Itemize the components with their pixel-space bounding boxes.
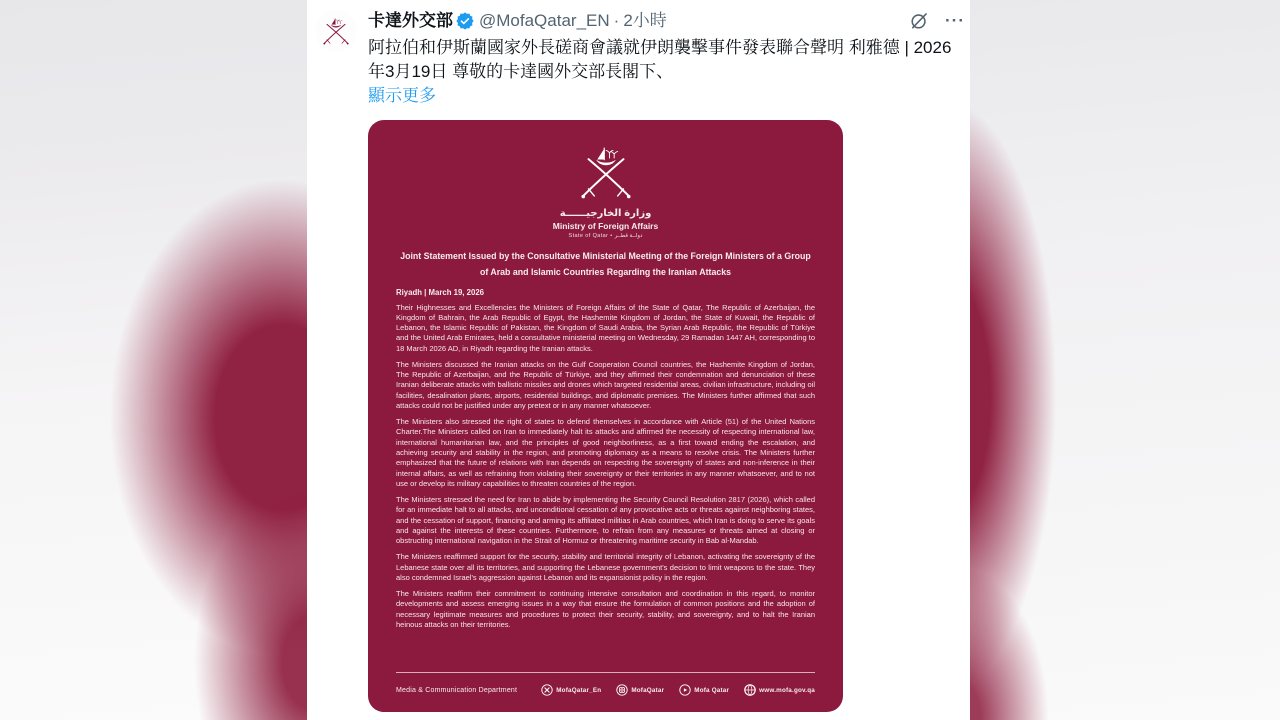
social-label: MofaQatar [631,686,665,694]
youtube-icon [679,684,691,696]
statement-title: Joint Statement Issued by the Consultative Ministerial Meeting of the Foreign Ministers of a Group of Arab and Islamic Countries Regarding the Iranian Attacks [400,251,811,278]
statement-image[interactable] [368,120,843,712]
social-link-www-mofa-gov-qa [744,684,815,696]
social-label: www.mofa.gov.qa [759,686,815,694]
instagram-icon [616,684,628,696]
statement-paragraph: The Ministers discussed the Iranian attacks on the Gulf Cooperation Council countries, the Hashemite Kingdom of Jordan, The Republic of Azerbaijan, and the Republic of Türkiye, and they affirmed their condemnation and denunciation of these Iranian deliberate attacks with ballistic missiles and drones which targeted residential areas, civilian infrastructure, including oil facilities, desalination plants, airports, residential buildings, and diplomatic premises. The Ministers further affirmed that such attacks could not be justified under any pretext or in any manner whatsoever. [396,359,815,410]
statement-paragraph: The Ministers reaffirmed support for the security, stability and territorial integrity of Lebanon, activating the sovereignty of the Lebanese state over all its territories, and supporting the Lebanese government's decision to limit weapons to the state. They also condemned Israel's aggression against Lebanon and its expansionist policy in the region. [396,552,815,582]
statement-paragraph: Their Highnesses and Excellencies the Ministers of Foreign Affairs of the State of Qatar, The Republic of Azerbaijan, the Kingdom of Bahrain, the Arab Republic of Egypt, the Hashemite Kingdom of Jordan, the State of Kuwait, the Republic of Lebanon, the Islamic Republic of Pakistan, the Kingdom of Saudi Arabia, the Syrian Arab Republic, the Republic of Türkiye and the United Arab Emirates, held a consultative ministerial meeting on Wednesday, 29 Ramadan 1447 AH, corresponding to 18 March 2026 AD, in Riyadh regarding the Iranian attacks. [396,302,815,353]
social-label: Mofa Qatar [694,686,730,694]
x-icon [541,684,553,696]
show-more-link[interactable]: 顯示更多 [368,86,436,105]
tweet-header [368,10,965,32]
social-link-mofaqatar-en [541,684,601,696]
statement-dateline: Riyadh | March 19, 2026 [396,287,484,297]
blurred-backdrop-left [0,0,307,720]
ministry-name-english: Ministry of Foreign Affairs [552,221,659,231]
grok-icon[interactable] [909,11,929,31]
tweet-body-text: 阿拉伯和伊斯蘭國家外長磋商會議就伊朗襲擊事件發表聯合聲明 利雅德 | 2026年3月19日 尊敬的卡達國外交部長閣下、 [368,38,952,81]
avatar[interactable] [315,10,357,52]
footer-divider [396,672,815,673]
department-label: Media & Communication Department [396,686,518,694]
more-menu-icon[interactable] [945,11,965,30]
globe-icon [744,684,756,696]
author-handle[interactable]: @MofaQatar_EN [479,11,610,30]
more-dots: ··· [945,11,965,30]
statement-paragraphs [396,303,815,670]
statement-paragraph: The Ministers stressed the need for Iran to abide by implementing the Security Council Resolution 2817 (2026), which called for an immediate halt to all attacks, and unconditional cessation of any provocative acts or threats against neighboring states, and the cessation of support, financing and arming its affiliated militias in Arab countries, which Iran is doing to serve its goals and against the interests of these countries. Furthermore, to refrain from any measures or threats aimed at closing or obstructing international navigation in the Strait of Hormuz or threatening maritime security in Bab al-Mandab. [396,495,815,546]
statement-paragraph: The Ministers reaffirm their commitment to continuing intensive consultation and coordination in this regard, to monitor developments and assess emerging issues in a way that ensure the formulation of common positions and the adoption of necessary legitimate measures and procedures to protect their security, stability, and sovereignty, and to halt the Iranian heinous attacks on their territories. [396,589,815,629]
qatar-mofa-emblem-icon [318,16,354,46]
tweet-column [307,0,970,720]
tweet-timestamp[interactable]: 2小時 [623,11,667,30]
meta-separator: · [613,11,620,30]
ministry-name-arabic: وزارة الخارجيــــــة [559,208,652,219]
state-of-qatar-line: State of Qatar • دولــة قطــر [568,233,643,239]
tweet [307,0,970,712]
statement-footer [396,684,815,696]
tweet-meta [479,10,667,32]
verified-badge-icon [456,12,474,30]
qatar-mofa-emblem-icon [570,144,642,205]
social-link-mofa-qatar [679,684,729,696]
author-name[interactable]: 卡達外交部 [368,11,453,30]
social-label: MofaQatar_En [556,686,602,694]
statement-paragraph: The Ministers also stressed the right of states to defend themselves in accordance with Article (51) of the United Nations Charter.The Ministers called on Iran to immediately halt its attacks and affirmed the necessity of respecting international law, international humanitarian law, and the principles of good neighborliness, as a first toward ending the escalation, and achieving security and stability in the region, and promoting diplomacy as a means to resolve crisis. The Ministers further emphasized that the future of relations with Iran depends on respecting the sovereignty of states and non-inference in their internal affairs, as well as refraining from violating their sovereignty or their territories in any manner whatsoever, and to not use or develop its military capabilities to threaten countries of the region. [396,417,815,488]
social-link-mofaqatar [616,684,664,696]
blurred-backdrop-right [970,0,1280,720]
